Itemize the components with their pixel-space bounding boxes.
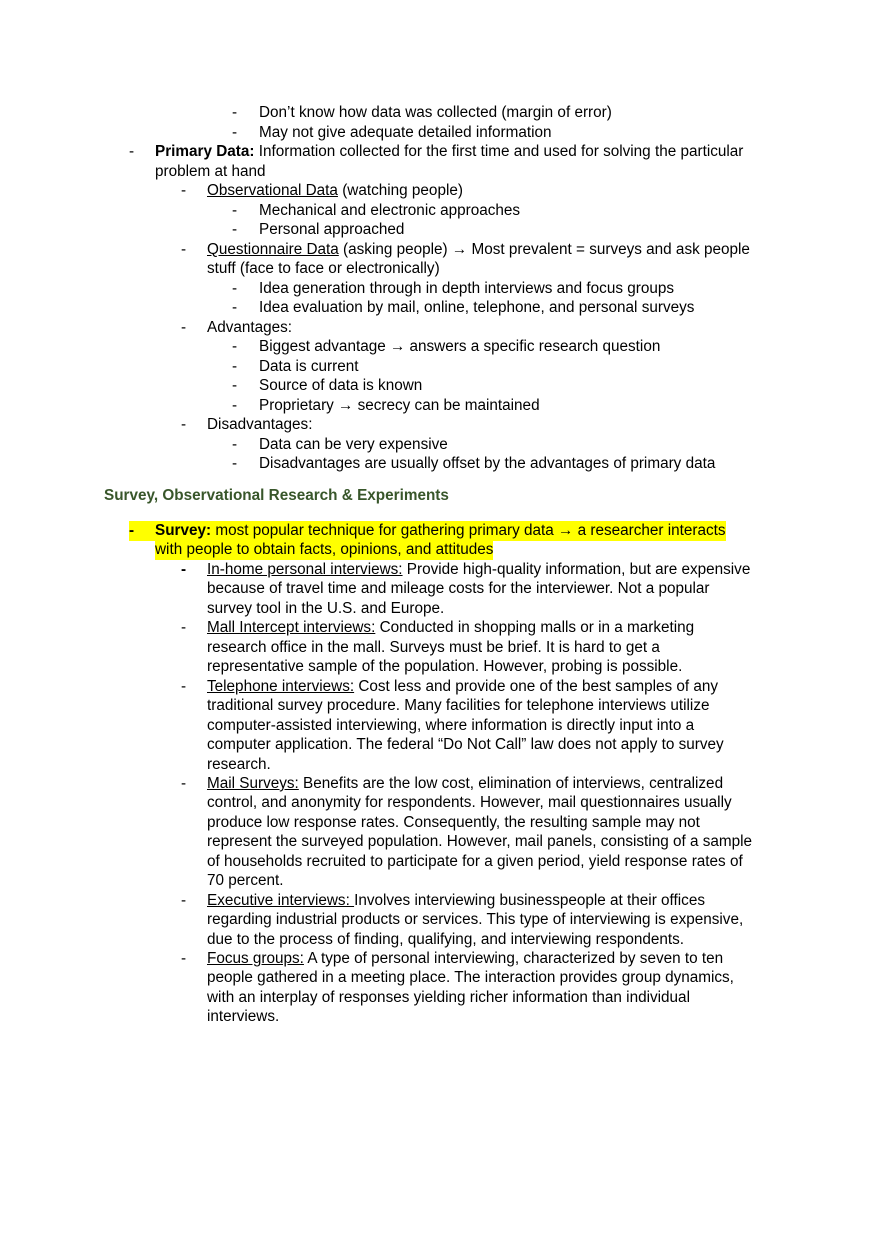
- survey-method-label: Telephone interviews:: [207, 677, 355, 695]
- primary-data-term: Primary Data:: [155, 143, 255, 160]
- survey-method-label: Executive interviews:: [207, 891, 355, 909]
- survey-method-label: Mall Intercept interviews:: [207, 619, 376, 637]
- survey-term: Survey:: [155, 522, 212, 539]
- section-heading: Survey, Observational Research & Experiments: [104, 487, 449, 504]
- survey-method-label: Mail Surveys:: [207, 774, 299, 792]
- survey-method-label: In-home personal interviews:: [207, 561, 403, 578]
- document-page: - Don’t know how data was collected (margin of error) - May not give adequate detailed information - Primary Data: Information collected for the first time and used for solving the particular problem at hand - Observational Data (watching people) - Mechanical and electronic approaches - Personal approached - Questionnaire Data (asking people) → Most prevalent = surveys and ask people stuff (face to face or electronically) - Idea generation through in depth interviews and focus groups - Idea evaluation by mail, online, telephone, and personal surveys - Advantages: - Biggest advantage → answers a specific research question - Data is current - Source of data is known - Proprietary → secrecy can be maintained - Disadvantages: - Data can be very expensive - Disadvantages are usually offset by the advantages of primary data Survey, Observational Research & Experiments - Survey: most popular technique for gathering primary data → a researcher interacts with people to obtain facts, opinions, and attitudes - In-home personal interviews: Provide high-quality information, but are expensive because of travel time and mileage costs for the interviewer. Not a popular survey tool in the U.S. and Europe. - Mall Intercept interviews: Conducted in shopping malls or in a marketing research office in the mall. Surveys must be brief. It is hard to get a representative sample of the population. However, probing is possible. - Telephone interviews: Cost less and provide one of the best samples of any traditional survey procedure. Many facilities for telephone interviews utilize computer-assisted interviewing, where information is directly input into a computer application. The federal “Do Not Call” law does not apply to survey research. - Mail Surveys: Benefits are the low cost, elimination of interviews, centralized control, and anonymity for respondents. However, mail questionnaires usually produce low response rates. Consequently, the resulting sample may not represent the surveyed population. However, mail panels, consisting of a sample of households recruited to participate for a given period, yield response rates of 70 percent. - Executive interviews: Involves interviewing businesspeople at their offices regarding industrial products or services. This type of interviewing is expensive, due to the process of finding, qualifying, and interviewing respondents. - Focus groups: A type of personal interviewing, characterized by seven to ten people gathered in a meeting place. The interaction provides group dynamics, with an interplay of responses yielding richer information than individual interviews.: [104, 104, 753, 1026]
- survey-method-label: Focus groups:: [207, 950, 304, 967]
